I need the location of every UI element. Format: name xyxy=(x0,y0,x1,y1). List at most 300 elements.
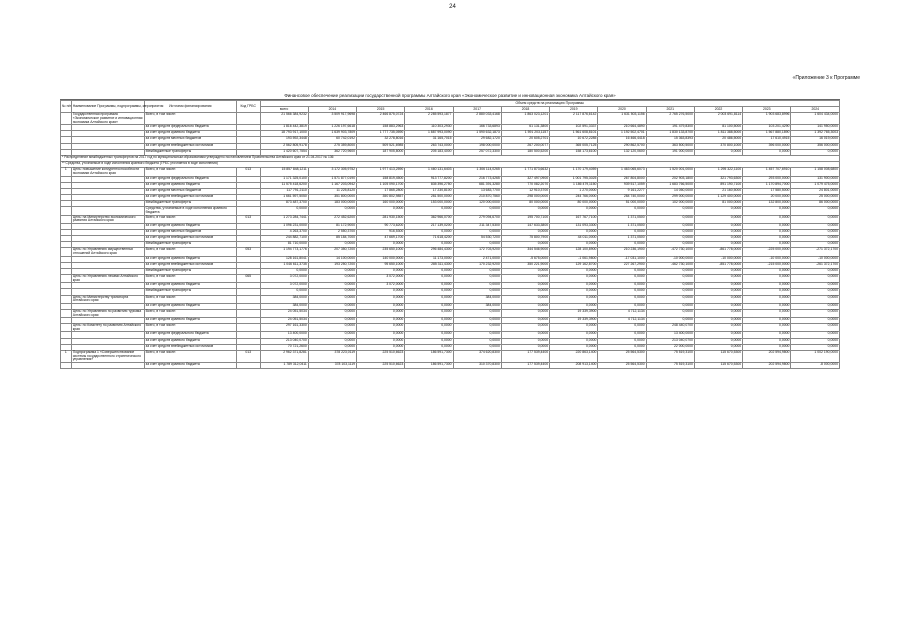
row-value: 170 232,9200 xyxy=(453,262,501,268)
row-value: 0,0000 xyxy=(743,303,791,309)
row-value: 1 371,0500 xyxy=(598,236,646,242)
row-value: 0,0000 xyxy=(501,289,549,295)
row-value: 187 905,8000 xyxy=(357,149,405,155)
row-value: 279 094,6700 xyxy=(453,215,501,223)
row-code xyxy=(236,113,260,125)
row-source: за счет средств федерального бюджета xyxy=(144,125,236,131)
row-value: 873 487,3700 xyxy=(260,201,308,207)
row-value: 153 000,0000 xyxy=(405,201,453,207)
row-value: 186 591,7300 xyxy=(405,362,453,368)
row-value: 0,0000 xyxy=(791,242,840,248)
row-value: 11 173,0000 xyxy=(405,256,453,262)
row-value: 1 129 400,0000 xyxy=(694,195,742,201)
page-number: 24 xyxy=(449,4,456,10)
row-value: 1 171 325,0100 xyxy=(260,176,308,182)
row-value: 15 363,8393 xyxy=(646,137,694,143)
row-source: за счет средств краевого бюджета xyxy=(144,303,236,309)
row-code: 013 xyxy=(236,215,260,223)
row-value: 0,0000 xyxy=(743,149,791,155)
row-value: 2 550,3700 xyxy=(308,229,356,235)
row-value: 384,0000 xyxy=(453,295,501,303)
row-value: 1 420 607,7554 xyxy=(260,149,308,155)
row-value: 267 200,0077 xyxy=(501,143,549,149)
row-value: 0,0000 xyxy=(694,338,742,344)
row-value: 128 161,8041 xyxy=(260,256,308,262)
row-source: за счет средств местных бюджетов xyxy=(144,188,236,194)
row-value: 17 865,2800 xyxy=(357,188,405,194)
row-value: 0,0000 xyxy=(743,344,791,350)
header-year: 2017 xyxy=(453,107,501,113)
row-value: 0,0000 xyxy=(646,242,694,248)
row-value: 1 158 008,6800 xyxy=(791,168,840,176)
row-source: Всего, в том числе: xyxy=(144,113,236,125)
row-value: 281 930,1500 xyxy=(357,215,405,223)
row-value: 1 789 312,0411 xyxy=(260,362,308,368)
row-value: 0,0000 xyxy=(357,332,405,338)
row-value: 44 011,0000 xyxy=(550,236,598,242)
row-value: 1 194 773,1776 xyxy=(260,248,308,256)
row-value: 0,0000 xyxy=(743,236,791,242)
row-source: Всего, в том числе: xyxy=(144,215,236,223)
row-value: 290 862,5700 xyxy=(598,143,646,149)
row-value: 132 800,0000 xyxy=(743,201,791,207)
row-value: 1 001 795,3025 xyxy=(550,176,598,182)
row-value: -225 000,0000 xyxy=(743,248,791,256)
row-value: 0,0000 xyxy=(694,283,742,289)
row-value: 0,0000 xyxy=(308,207,356,215)
row-value: 0,0000 xyxy=(405,207,453,215)
row-value: 2 285 593,1877 xyxy=(405,113,453,125)
row-value: 1 306 114,0265 xyxy=(453,168,501,176)
row-value: -10 000,0000 xyxy=(743,256,791,262)
row-value: 0,0000 xyxy=(694,223,742,229)
row-value: 0,0000 xyxy=(694,215,742,223)
row-value: 11 575 418,6200 xyxy=(260,182,308,188)
row-value: 0,0000 xyxy=(453,207,501,215)
row-value: 0,0000 xyxy=(308,268,356,274)
row-value: 0,0000 xyxy=(501,295,549,303)
row-value: 509 521,6985 xyxy=(357,143,405,149)
row-value: -1 061,9800 xyxy=(550,256,598,262)
row-source: Межбюджетные трансферты xyxy=(144,149,236,155)
row-value: 0,0000 xyxy=(501,344,549,350)
row-value: 0,0000 xyxy=(453,289,501,295)
row-value: 374 620,8300 xyxy=(453,350,501,362)
row-value: 0,0000 xyxy=(405,295,453,303)
row-value: 2 880 033,4168 xyxy=(453,113,501,125)
row-value: 0,0000 xyxy=(453,309,501,317)
row-value: 0,0000 xyxy=(501,303,549,309)
row-value: 120 000,0000 xyxy=(453,201,501,207)
row-value: 1 520 001,0000 xyxy=(646,168,694,176)
row-value: 0,0000 xyxy=(405,318,453,324)
row-value: 365 005,7125 xyxy=(550,143,598,149)
row-value: 0,0000 xyxy=(501,309,549,317)
footnote-text: * Распределение межбюджетных трансфертов на 2017 год по муниципальным образованиям утверждено постановлением Правительства Алтайского края от 21.04.2017 № 136 xyxy=(61,156,840,162)
row-value: 913 777,8200 xyxy=(405,176,453,182)
row-value: 939 517,1059 xyxy=(598,182,646,188)
row-value: 0,0000 xyxy=(357,338,405,344)
table-title: Финансовое обеспечение реализации государственной программы Алтайского края «Экономическое развитие и инновационная экономика Алтайского края» xyxy=(284,93,616,98)
row-value: -5 675,0000 xyxy=(501,256,549,262)
row-source: Межбюджетные трансферты xyxy=(144,268,236,274)
row-value: 0,0000 xyxy=(791,324,840,332)
row-value: 1 561 608,8101 xyxy=(550,131,598,137)
row-value: 0,0000 xyxy=(598,324,646,332)
row-value: 191 479,8300 xyxy=(646,125,694,131)
row-value: 2 117 876,6142 xyxy=(550,113,598,125)
row-value: 0,0000 xyxy=(453,344,501,350)
row-value: 0,0000 xyxy=(308,344,356,350)
row-value: -215 000,0000 xyxy=(743,262,791,268)
row-value: 3 072,0000 xyxy=(357,275,405,283)
row-value: 384,0000 xyxy=(260,295,308,303)
row-value: 362 720,9600 xyxy=(308,149,356,155)
row-value: 0,0000 xyxy=(405,275,453,283)
row-value: 297 161,3300 xyxy=(260,324,308,332)
row-name: Цель: по Комитету по развитию Алтайского края xyxy=(71,324,144,332)
row-value: 681 391,3280 xyxy=(453,182,501,188)
row-source: Всего, в том числе: xyxy=(144,248,236,256)
row-value: 0,0000 xyxy=(791,207,840,215)
row-value: 3 509 917,9698 xyxy=(308,113,356,125)
row-value: 0,0000 xyxy=(308,242,356,248)
row-value: 0,0000 xyxy=(550,275,598,283)
row-value: 1 903 683,8996 xyxy=(743,113,791,125)
row-value: 177 539,4400 xyxy=(501,362,549,368)
row-value: 0,0000 xyxy=(357,289,405,295)
row-value: 0,0000 xyxy=(598,207,646,215)
row-value: 1 186 479,1150 xyxy=(550,182,598,188)
row-value: 0,0000 xyxy=(694,295,742,303)
row-value: 0,0000 xyxy=(791,229,840,235)
row-value: 2 962 371,8281 xyxy=(260,350,308,362)
row-source: за счет средств краевого бюджета xyxy=(144,362,236,368)
row-value: 0,0000 xyxy=(357,268,405,274)
row-value: 1 295 322,1100 xyxy=(694,168,742,176)
row-value: 167 767,7100 xyxy=(550,215,598,223)
table-row xyxy=(61,215,840,223)
row-value: 0,0000 xyxy=(308,289,356,295)
row-value: 102 591,3337 xyxy=(550,125,598,131)
header-year: 2016 xyxy=(405,107,453,113)
row-value: 86 000,0000 xyxy=(791,201,840,207)
row-value: 225 510,6623 xyxy=(357,362,405,368)
row-value: 0,0000 xyxy=(453,268,501,274)
row-value: 32 278,8016 xyxy=(357,137,405,143)
row-value: 1 167 203,0942 xyxy=(308,182,356,188)
row-value: 0,0000 xyxy=(550,268,598,274)
footnote-text: ** Средства, уточняемые в ходе исполнения краевого бюджета (ГРБС уточняется в ходе исполнения) xyxy=(61,162,840,168)
row-value: 1 591 203,1157 xyxy=(501,131,549,137)
row-value: 0,0000 xyxy=(743,318,791,324)
row-value: 1 830 133,8700 xyxy=(646,131,694,137)
row-value: 0,0000 xyxy=(453,338,501,344)
header-year: 2022 xyxy=(694,107,742,113)
row-value: 0,0000 xyxy=(405,332,453,338)
row-name: Цель: на Министерство экономического развития Алтайского края xyxy=(71,215,144,223)
row-value: 284 740,0000 xyxy=(598,195,646,201)
row-value: 0,0000 xyxy=(405,229,453,235)
row-index xyxy=(61,362,72,368)
row-value: 17 610,4915 xyxy=(743,137,791,143)
row-value: 25 564,5300 xyxy=(598,350,646,362)
row-code: 053 xyxy=(236,248,260,256)
row-value: 1 463 065,6073 xyxy=(598,168,646,176)
row-value: 213 040,0700 xyxy=(646,338,694,344)
row-value: 0,0000 xyxy=(791,283,840,289)
row-value: 0,0000 xyxy=(260,289,308,295)
header-year: всего xyxy=(260,107,308,113)
row-name: Цель: по Министерству транспорта Алтайского края xyxy=(71,295,144,303)
row-value: 298 000,0000 xyxy=(501,195,549,201)
row-value: 1 604 434,0000 xyxy=(791,113,840,125)
row-code xyxy=(236,362,260,368)
row-value: 0,0000 xyxy=(308,283,356,289)
row-value: 327 497,0900 xyxy=(501,176,549,182)
row-value: 110 303,2930 xyxy=(405,125,453,131)
header-year: 2024 xyxy=(791,107,840,113)
row-source: за счет средств краевого бюджета xyxy=(144,283,236,289)
row-value: 281 500,0000 xyxy=(405,195,453,201)
row-value: 1 811 388,5000 xyxy=(694,131,742,137)
row-value: 770 082,2070 xyxy=(501,182,549,188)
row-value: 1 192 502,4701 xyxy=(598,131,646,137)
row-value: 0,0000 xyxy=(501,207,549,215)
row-value: 19 339,3900 xyxy=(550,309,598,317)
row-value: 75 519,3100 xyxy=(646,350,694,362)
table-row xyxy=(61,207,840,215)
row-value: 1 096 231,0000 xyxy=(260,223,308,229)
row-value: 3 072,0000 xyxy=(260,283,308,289)
row-value: 0,0000 xyxy=(308,275,356,283)
row-value: 267 804,8000 xyxy=(598,176,646,182)
row-source: Межбюджетные трансферты xyxy=(144,201,236,207)
row-value: 103 201,4290 xyxy=(743,125,791,131)
row-value: 13 400,0000 xyxy=(260,332,308,338)
row-value: 1 683 766,5000 xyxy=(646,182,694,188)
row-value: 0,0000 xyxy=(308,303,356,309)
row-value: 210 664,4890 xyxy=(598,125,646,131)
row-value: 0,0000 xyxy=(453,332,501,338)
row-value: 0,0000 xyxy=(550,242,598,248)
row-value: 225 510,6623 xyxy=(357,350,405,362)
row-name: Подпрограмма 1 «Совершенствование системы государственного стратегического управления» xyxy=(71,350,144,362)
row-value: 1 105 090,1700 xyxy=(357,182,405,188)
row-value: 0,0000 xyxy=(791,236,840,242)
row-value: -472 730,1000 xyxy=(646,248,694,256)
row-value: 18 793 917,1000 xyxy=(260,131,308,137)
row-value: 210 236,1900 xyxy=(598,248,646,256)
row-value: 25 564,5300 xyxy=(598,362,646,368)
row-value: 321 793,6300 xyxy=(694,176,742,182)
row-value: 835 396,2750 xyxy=(405,182,453,188)
row-value: 0,0000 xyxy=(501,268,549,274)
finance-table xyxy=(60,100,840,369)
row-value: 244 882,7100 xyxy=(260,236,308,242)
row-value: 0,0000 xyxy=(646,236,694,242)
row-name xyxy=(71,362,144,368)
row-value: 299 000,0000 xyxy=(646,195,694,201)
row-value: 916,5300 xyxy=(357,229,405,235)
row-value: 1 639 903,7809 xyxy=(308,131,356,137)
row-source: за счет средств краевого бюджета xyxy=(144,318,236,324)
row-value: 0,0000 xyxy=(308,318,356,324)
row-value: 0,0000 xyxy=(694,289,742,295)
row-value: 0,0000 xyxy=(791,268,840,274)
row-value: 9 161,2277 xyxy=(598,188,646,194)
row-value: 210 870,7560 xyxy=(453,195,501,201)
row-value: 95 650,1000 xyxy=(357,262,405,268)
row-value: 350 221,9000 xyxy=(501,262,549,268)
row-value: 0,0000 xyxy=(405,289,453,295)
row-value: 24 051,5034 xyxy=(260,309,308,317)
row-value: 115 670,5300 xyxy=(694,362,742,368)
row-value: 13 400,0000 xyxy=(646,332,694,338)
row-value: 147 633,3800 xyxy=(501,223,549,229)
row-source: за счет средств краевого бюджета xyxy=(144,182,236,188)
row-value: 3 172 305,9752 xyxy=(308,168,356,176)
row-value: 0,0000 xyxy=(598,344,646,350)
row-code: 013 xyxy=(236,350,260,362)
row-value: 29 682,1720 xyxy=(453,137,501,143)
row-value: 0,0000 xyxy=(743,309,791,317)
row-value: 0,0000 xyxy=(694,344,742,350)
row-value: 378 103,1119 xyxy=(308,362,356,368)
row-value: 0,0000 xyxy=(791,344,840,350)
row-value: 0,0000 xyxy=(791,332,840,338)
row-value: 0,0000 xyxy=(694,207,742,215)
row-value: 47 669,1700 xyxy=(357,236,405,242)
row-value: 0,0000 xyxy=(694,318,742,324)
table-row xyxy=(61,168,840,176)
row-value: 81 000,0000 xyxy=(694,201,742,207)
row-value: 0,0000 xyxy=(357,207,405,215)
row-source: за счет средств внебюджетных источников xyxy=(144,344,236,350)
row-value: 0,0000 xyxy=(308,295,356,303)
row-value: 0,0000 xyxy=(308,332,356,338)
row-name xyxy=(71,207,144,215)
row-name: Цель: повышение конкурентоспособности экономики Алтайского края xyxy=(71,168,144,176)
row-value: 0,0000 xyxy=(743,338,791,344)
row-value: 158 819,4500 xyxy=(357,176,405,182)
row-value: 0,0000 xyxy=(550,344,598,350)
row-value: 13 683,7700 xyxy=(453,188,501,194)
row-source: Всего, в том числе: xyxy=(144,309,236,317)
row-value: 166 733,6893 xyxy=(453,125,501,131)
row-value: 0,0000 xyxy=(501,275,549,283)
row-value: 0,0000 xyxy=(260,207,308,215)
row-value: 81 172,9000 xyxy=(308,223,356,229)
row-source: за счет средств краевого бюджета xyxy=(144,131,236,137)
row-index xyxy=(61,113,72,125)
row-value: 0,0000 xyxy=(453,283,501,289)
row-value: 75 519,3100 xyxy=(646,362,694,368)
row-value: 0,0000 xyxy=(550,324,598,332)
row-source: Всего, в том числе: xyxy=(144,350,236,362)
row-value: 2 765 276,5000 xyxy=(646,113,694,125)
row-value: 3 072,0000 xyxy=(357,283,405,289)
row-value: 90 773,6200 xyxy=(357,223,405,229)
row-value: 0,0000 xyxy=(743,229,791,235)
row-value: 0,0000 xyxy=(357,318,405,324)
row-value: -261 372,1700 xyxy=(791,262,840,268)
row-value: 207 350,7200 xyxy=(308,248,356,256)
row-value: 1 270,0000 xyxy=(550,188,598,194)
row-value: 396 000,0000 xyxy=(743,143,791,149)
row-value: -10 000,0000 xyxy=(646,256,694,262)
row-value: 275 359,8000 xyxy=(308,143,356,149)
row-value: 0,0000 xyxy=(550,303,598,309)
row-value: 115 670,5300 xyxy=(694,350,742,362)
row-value: 1 590 632,1873 xyxy=(453,131,501,137)
row-value: -271 372,1700 xyxy=(791,248,840,256)
row-value: 244 766,0000 xyxy=(550,195,598,201)
row-value: 0,0000 xyxy=(694,242,742,248)
row-value: 310 370,8300 xyxy=(453,362,501,368)
header-year: 2021 xyxy=(646,107,694,113)
row-value: 81 710,0000 xyxy=(260,242,308,248)
row-value: 0,0000 xyxy=(598,295,646,303)
row-value: 131 900,0000 xyxy=(791,176,840,182)
header-code: Код ГРБС xyxy=(236,101,260,113)
row-value: 80 000,0000 xyxy=(550,201,598,207)
row-value: 25 000,0000 xyxy=(791,195,840,201)
row-value: 363 500,5000 xyxy=(646,143,694,149)
row-value: 205 183,4000 xyxy=(405,149,453,155)
row-value: 217 139,0200 xyxy=(405,223,453,229)
header-year: 2020 xyxy=(598,107,646,113)
row-value: 0,0000 xyxy=(405,344,453,350)
row-value: 0,0000 xyxy=(791,275,840,283)
row-source: за счет средств внебюджетных источников xyxy=(144,236,236,242)
row-value: 293 000,0000 xyxy=(743,176,791,182)
row-value: 0,0000 xyxy=(405,309,453,317)
row-value: 257 072,3300 xyxy=(453,149,501,155)
row-value: 350 802,9857 xyxy=(357,195,405,201)
row-value: 220 863,1400 xyxy=(550,350,598,362)
row-value: 0,0000 xyxy=(598,283,646,289)
row-value: 20 605,2701 xyxy=(501,137,549,143)
row-value: 213 040,0700 xyxy=(260,338,308,344)
row-value: 3 072,0000 xyxy=(260,275,308,283)
row-source: Средства, уточняемые в ходе исполнения краевого бюджета xyxy=(144,207,236,215)
row-value: 0,0000 xyxy=(646,207,694,215)
row-value: 81 100,5000 xyxy=(694,125,742,131)
row-value: 102 000,0000 xyxy=(646,201,694,207)
row-value: 202 594,9800 xyxy=(743,350,791,362)
table-row xyxy=(61,362,840,368)
row-value: -17 031,1000 xyxy=(598,256,646,262)
row-index xyxy=(61,207,72,215)
row-value: 0,0000 xyxy=(646,215,694,223)
row-value: 16 019,0000 xyxy=(791,137,840,143)
row-value: 0,0000 xyxy=(357,242,405,248)
row-index xyxy=(61,275,72,283)
row-value: 1 887 993,0090 xyxy=(405,131,453,137)
row-value: 0,0000 xyxy=(550,289,598,295)
row-value: 0,0000 xyxy=(646,223,694,229)
row-value: 1 457 707,6910 xyxy=(743,168,791,176)
row-value: 0,0000 xyxy=(260,268,308,274)
row-value: 1 079 475,0000 xyxy=(791,182,840,188)
row-value: 4 712,1134 xyxy=(598,309,646,317)
row-value: 0,0000 xyxy=(598,338,646,344)
row-value: 0,0000 xyxy=(646,318,694,324)
row-value: 344 546,9000 xyxy=(501,248,549,256)
row-value: 0,0000 xyxy=(743,295,791,303)
row-value: 186 591,7300 xyxy=(405,350,453,362)
